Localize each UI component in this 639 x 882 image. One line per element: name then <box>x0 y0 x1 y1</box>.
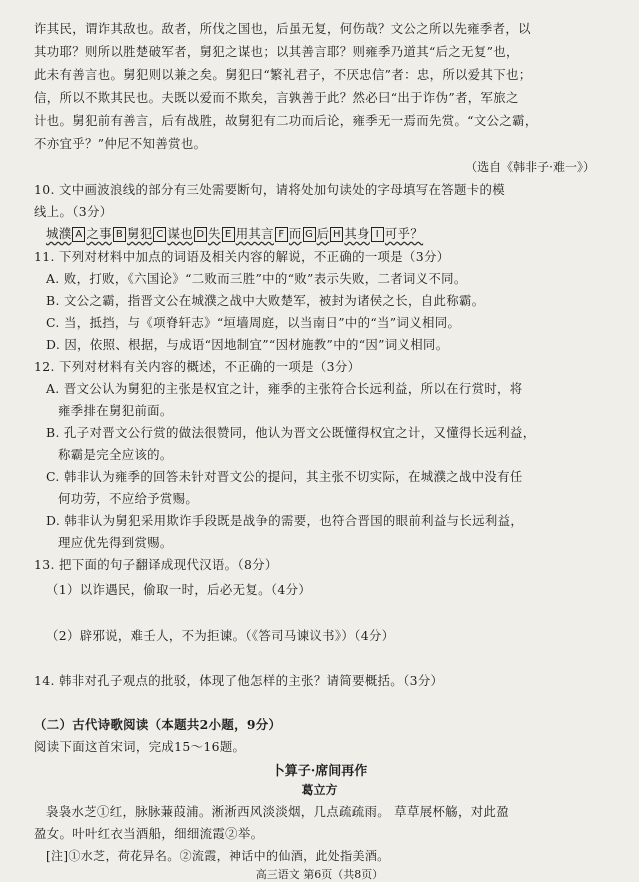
q13-stem: 13. 把下面的句子翻译成现代汉语。（8分） <box>34 557 278 572</box>
q10-segment: 舅犯 <box>126 226 153 241</box>
q10-wavy-text <box>46 226 423 241</box>
q10-segment: 其身 <box>344 226 370 241</box>
poem-title: 卜算子·席间再作 <box>271 764 368 779</box>
q10-letter-box: G <box>303 227 316 242</box>
q11-option-c: C. 当，抵挡，与《项脊轩志》“垣墙周庭，以当南日”中的“当”词义相同。 <box>46 315 461 330</box>
q10-letter-box: D <box>194 227 207 242</box>
q10-letter-box: E <box>222 227 235 242</box>
poem-line: 袅袅水芝①红，脉脉蒹葭浦。淅淅西风淡淡烟，几点疏疏雨。 草草展杯觞，对此盈 <box>46 804 509 819</box>
q10-segment: 可乎？ <box>384 226 424 241</box>
poem-note: [注]①水芝，荷花异名。②流霞，神话中的仙酒，此处指美酒。 <box>46 849 390 863</box>
q12-option-a-cont: 雍季排在舅犯前面。 <box>58 403 173 418</box>
q11-option-b: B. 文公之霸，指晋文公在城濮之战中大败楚军，被封为诸侯之长，自此称霸。 <box>46 293 485 308</box>
passage-line: 诈其民，谓诈其敌也。敌者，所伐之国也，后虽无复，何伤哉？文公之所以先雍季者，以 <box>34 21 531 36</box>
q13-item-1: （1）以诈遇民，偷取一时，后必无复。（4分） <box>46 582 312 597</box>
q10-stem: 10. 文中画波浪线的部分有三处需要断句，请将处加句读处的字母填写在答题卡的模 <box>34 182 505 197</box>
q14-stem: 14. 韩非对孔子观点的批驳，体现了他怎样的主张？请简要概括。（3分） <box>34 673 444 688</box>
q12-option-b-cont: 称霸是完全应该的。 <box>58 447 173 462</box>
q12-option-c: C. 韩非认为雍季的回答未针对晋文公的提问，其主张不切实际，在城濮之战中没有任 <box>46 469 523 484</box>
q10-segment: 谋也 <box>167 226 193 241</box>
passage-line: 此未有善言也。舅犯则以兼之矣。舅犯曰“繁礼君子，不厌忠信”者：忠，所以爱其下也； <box>34 67 532 82</box>
q10-segment: 用其言 <box>235 226 274 241</box>
q11-option-d: D. 因，依照、根据，与成语“因地制宜”“因材施教”中的“因”词义相同。 <box>46 337 449 352</box>
q12-option-c-cont: 何功劳，不应给予赏赐。 <box>58 491 199 506</box>
passage-line: 不亦宜乎？”仲尼不知善赏也。 <box>34 136 207 151</box>
q10-segment: 城濮 <box>46 226 72 241</box>
section-intro: 阅读下面这首宋词，完成15～16题。 <box>34 739 246 754</box>
passage-line: 信，所以不欺其民也。夫既以爱而不欺矣，言孰善于此？然必曰“出于诈伪”者，军旅之 <box>34 90 519 105</box>
q10-segment: 后 <box>316 226 330 241</box>
q10-segment: 之事 <box>86 226 112 241</box>
passage-line: 其功耶？则所以胜楚破军者，舅犯之谋也；以其善言耶？则雍季乃道其“后之无复”也， <box>34 44 519 59</box>
q10-stem-cont: 线上。（3分） <box>34 204 113 219</box>
q10-letter-box: F <box>275 227 288 242</box>
passage-line: 计也。舅犯前有善言，后有战胜，故舅犯有二功而后论，雍季无一焉而先赏。“文公之霸， <box>34 113 538 128</box>
poem-line: 盈女。叶叶红衣当酒船，细细流霞②举。 <box>34 826 264 841</box>
q10-segment: 而 <box>288 226 302 241</box>
q11-option-a: A. 败，打败，《六国论》“二败而三胜”中的“败”表示失败，二者词义不同。 <box>46 271 467 286</box>
q10-sentence <box>46 225 423 243</box>
q10-letter-box: H <box>330 227 343 242</box>
q10-letter-box: B <box>113 227 126 242</box>
q12-stem: 12. 下列对材料有关内容的概述，不正确的一项是（3分） <box>34 359 361 374</box>
q10-letter-box: C <box>153 227 166 242</box>
q10-segment: 失 <box>207 226 221 241</box>
q12-option-a: A. 晋文公认为舅犯的主张是权宜之计，雍季的主张符合长远利益，所以在行赏时，将 <box>46 381 523 396</box>
page-footer: 高三语文 第6页（共8页） <box>255 868 384 881</box>
q10-letter-box: A <box>72 227 85 242</box>
section-heading: （二）古代诗歌阅读（本题共2小题，9分） <box>34 717 282 732</box>
passage-source: （选自《韩非子·难一》） <box>465 160 595 174</box>
q12-option-d: D. 韩非认为舅犯采用欺诈手段既是战争的需要，也符合晋国的眼前利益与长远利益， <box>46 513 524 528</box>
q12-option-d-cont: 理应优先得到赏赐。 <box>58 535 173 550</box>
q10-letter-box: I <box>371 227 384 242</box>
q13-item-2: （2）辟邪说，难壬人，不为拒谏。（《答司马谏议书》）（4分） <box>46 628 395 643</box>
poem-author: 葛立方 <box>301 783 338 797</box>
q11-stem: 11. 下列对材料中加点的词语及相关内容的解说，不正确的一项是（3分） <box>34 249 450 264</box>
q12-option-b: B. 孔子对晋文公行赏的做法很赞同，他认为晋文公既懂得权宜之计，又懂得长远利益， <box>46 425 536 440</box>
